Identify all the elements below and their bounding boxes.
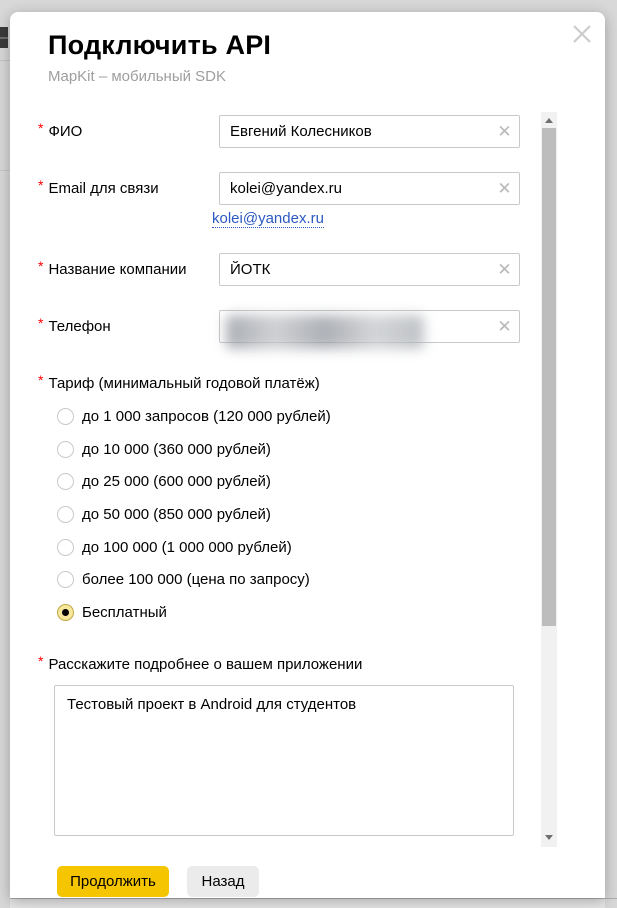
radio-icon	[57, 441, 74, 458]
tariff-label: * Тариф (минимальный годовой платёж)	[38, 372, 320, 392]
about-label: * Расскажите подробнее о вашем приложении	[38, 653, 363, 673]
tariff-option-5[interactable]: до 100 000 (1 000 000 рублей)	[57, 538, 292, 556]
required-asterisk: *	[38, 177, 44, 193]
phone-input[interactable]	[219, 310, 520, 343]
radio-icon	[57, 571, 74, 588]
email-input[interactable]	[219, 172, 520, 205]
tariff-option-3[interactable]: до 25 000 (600 000 рублей)	[57, 472, 271, 490]
required-asterisk: *	[38, 315, 44, 331]
tariff-option-1[interactable]: до 1 000 запросов (120 000 рублей)	[57, 407, 331, 425]
page-subtitle: MapKit – мобильный SDK	[48, 68, 227, 85]
tariff-option-6[interactable]: более 100 000 (цена по запросу)	[57, 570, 310, 588]
clear-icon[interactable]: ✕	[497, 122, 512, 141]
fio-input[interactable]	[219, 115, 520, 148]
scrollbar-up-icon[interactable]	[541, 112, 557, 128]
scrollbar[interactable]	[541, 112, 557, 847]
continue-button[interactable]: Продолжить	[57, 866, 169, 897]
radio-icon	[57, 473, 74, 490]
phone-field-wrap	[219, 310, 520, 343]
tariff-option-2[interactable]: до 10 000 (360 000 рублей)	[57, 440, 271, 458]
company-field-wrap	[219, 253, 520, 286]
about-textarea[interactable]	[54, 685, 514, 836]
scrollbar-thumb[interactable]	[542, 128, 556, 626]
company-input[interactable]	[219, 253, 520, 286]
fio-label: * ФИО	[38, 120, 83, 140]
fio-field-wrap	[219, 115, 520, 148]
clear-icon[interactable]: ✕	[497, 317, 512, 336]
backdrop-divider	[0, 60, 10, 61]
required-asterisk: *	[38, 120, 44, 136]
clear-icon[interactable]: ✕	[497, 260, 512, 279]
phone-label: * Телефон	[38, 315, 111, 335]
backdrop-page-strip	[10, 899, 605, 908]
tariff-option-7[interactable]: Бесплатный	[57, 603, 167, 621]
required-asterisk: *	[38, 372, 44, 388]
radio-icon	[57, 506, 74, 523]
connect-api-modal	[10, 12, 605, 898]
page-title: Подключить API	[48, 30, 272, 60]
required-asterisk: *	[38, 653, 44, 669]
backdrop-divider	[0, 170, 10, 171]
email-field-wrap	[219, 172, 520, 205]
email-label: * Email для связи	[38, 177, 159, 197]
backdrop-page-fragment	[0, 27, 8, 48]
scrollbar-down-icon[interactable]	[541, 829, 557, 845]
radio-icon	[57, 539, 74, 556]
required-asterisk: *	[38, 258, 44, 274]
tariff-option-4[interactable]: до 50 000 (850 000 рублей)	[57, 505, 271, 523]
company-label: * Название компании	[38, 258, 187, 278]
close-icon[interactable]	[570, 22, 594, 46]
clear-icon[interactable]: ✕	[497, 179, 512, 198]
back-button[interactable]: Назад	[187, 866, 259, 897]
email-suggestion-link[interactable]: kolei@yandex.ru	[212, 210, 324, 227]
radio-icon	[57, 604, 74, 621]
radio-icon	[57, 408, 74, 425]
